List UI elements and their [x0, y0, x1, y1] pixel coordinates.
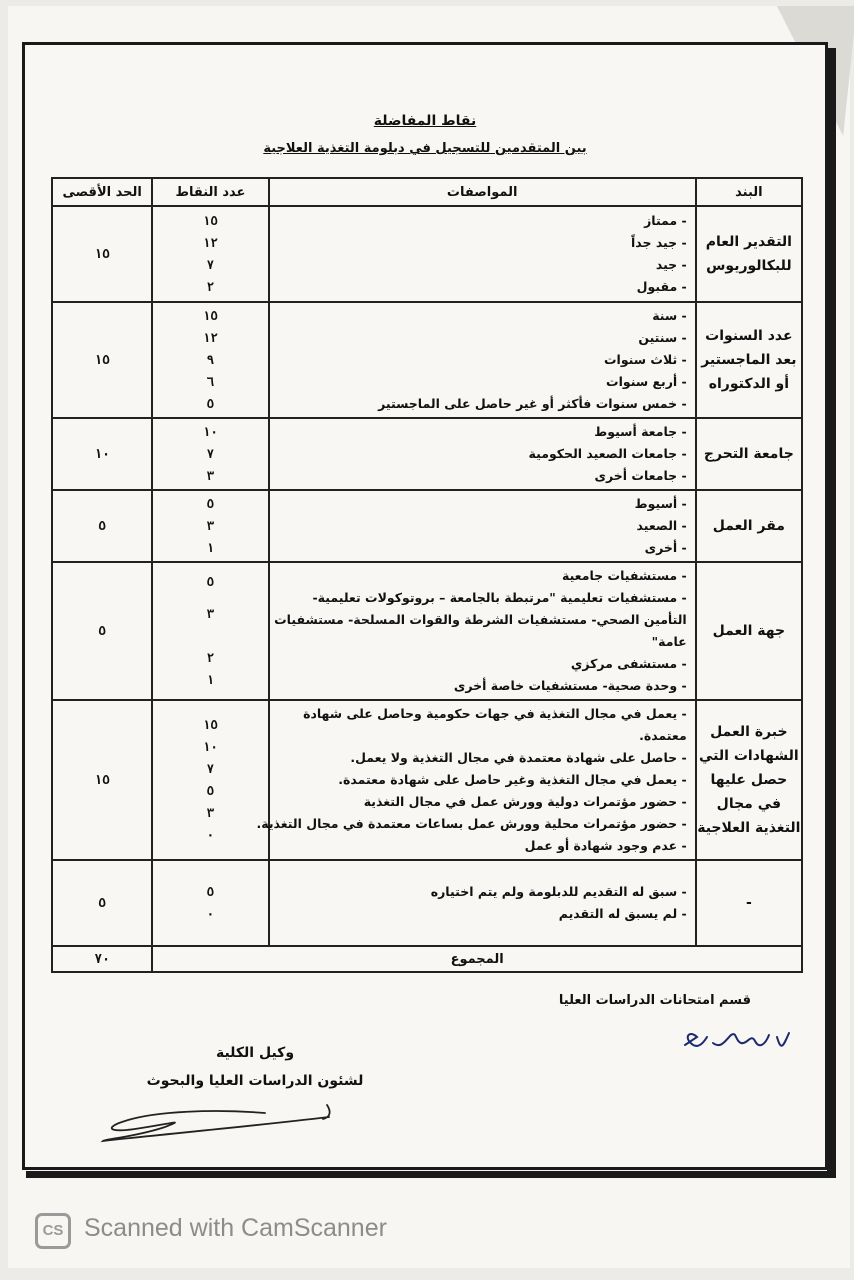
spec-line: - خمس سنوات فأكثر أو غير حاصل على الماجستير [378, 396, 687, 411]
row-item: جامعة التحرج [696, 418, 802, 490]
spec-line: - أخرى [644, 540, 687, 555]
row-points [152, 562, 268, 700]
signature-2 [95, 1095, 345, 1145]
row-points [152, 418, 268, 490]
document-frame [22, 42, 828, 1170]
spec-line: - جامعات أخرى [594, 468, 687, 483]
row-max: ٥ [52, 490, 152, 562]
points-value: ٥ [206, 574, 215, 589]
points-value: ٥ [206, 884, 215, 899]
points-value: ١٢ [202, 235, 218, 250]
spec-line: - سنة [652, 308, 687, 323]
row-specs [269, 860, 696, 946]
header-max: الحد الأقصى [52, 178, 152, 206]
total-row [52, 946, 802, 972]
row-item: خبرة العمل الشهادات التي حصل عليها في مجال التغذية العلاجية [696, 700, 802, 860]
table-header-row [52, 178, 802, 206]
points-value: ٩ [206, 352, 215, 367]
document-title: نقاط المفاضلة [373, 113, 477, 129]
spec-line: - ممتاز [644, 213, 687, 228]
header-specs: المواصفات [269, 178, 696, 206]
row-points [152, 860, 268, 946]
spec-line: - حضور مؤتمرات محلية وورش عمل بساعات معتمدة في مجال التغذية. [256, 816, 687, 831]
points-value: ١٠ [202, 424, 218, 439]
camscanner-watermark: Scanned with CamScanner [84, 1214, 387, 1242]
points-value: ١ [206, 540, 215, 555]
spec-line: - أربع سنوات [606, 374, 687, 389]
spec-line: - عدم وجود شهادة أو عمل [524, 838, 687, 853]
points-value: ٥ [206, 396, 215, 411]
points-value: ٠ [206, 827, 215, 842]
total-label: المجموع [152, 946, 802, 972]
spec-line: - أسيوط [634, 496, 687, 511]
spec-line: - لم يسبق له التقديم [558, 906, 687, 921]
points-value: ١٢ [202, 330, 218, 345]
spec-line: - جامعة أسيوط [594, 424, 687, 439]
total-value: ٧٠ [52, 946, 152, 972]
spec-line: - سبق له التقديم للدبلومة ولم يتم اختياره [430, 884, 687, 899]
row-specs [269, 418, 696, 490]
spec-line: - وحدة صحية- مستشفيات خاصة أخرى [453, 678, 687, 693]
points-value: ٥ [206, 783, 215, 798]
row-max: ١٠ [52, 418, 152, 490]
points-value: ٧ [206, 446, 215, 461]
spec-line: - مقبول [636, 279, 687, 294]
points-value: ٣ [206, 805, 215, 820]
row-item: مقر العمل [696, 490, 802, 562]
points-value: ١ [206, 672, 215, 687]
points-value: ٣ [206, 518, 215, 533]
dean-office: لشئون الدراسات العليا والبحوث [146, 1073, 364, 1089]
row-max: ١٥ [52, 302, 152, 418]
spec-line: - سنتين [638, 330, 687, 345]
document-subtitle: بين المتقدمين للتسجيل في دبلومة التغذية العلاجية [263, 141, 587, 156]
points-table [51, 177, 803, 973]
row-max: ٥ [52, 860, 152, 946]
table-row [52, 700, 802, 860]
spec-line: - مستشفى مركزي [570, 656, 687, 671]
spec-line: - جيد جداً [630, 235, 687, 250]
table-row [52, 206, 802, 302]
row-item: عدد السنوات بعد الماجستير أو الدكتوراه [696, 302, 802, 418]
row-item: - [696, 860, 802, 946]
points-value: ٢ [206, 279, 215, 294]
spec-line: - حاصل على شهادة معتمدة في مجال التغذية ولا يعمل. [350, 750, 687, 765]
table-row [52, 562, 802, 700]
table-row [52, 490, 802, 562]
points-value: ٢ [206, 650, 215, 665]
spec-line: - الصعيد [636, 518, 687, 533]
header-points: عدد النقاط [152, 178, 268, 206]
row-max: ١٥ [52, 206, 152, 302]
row-points [152, 490, 268, 562]
row-item: جهة العمل [696, 562, 802, 700]
department-name: قسم امتحانات الدراسات العليا [558, 993, 751, 1008]
table-row [52, 860, 802, 946]
spec-line: - يعمل في مجال التغذية في جهات حكومية وحاصل على شهادة معتمدة. [303, 706, 687, 743]
row-max: ١٥ [52, 700, 152, 860]
table-row [52, 302, 802, 418]
row-item: التقدير العام للبكالوريوس [696, 206, 802, 302]
row-specs [256, 700, 696, 860]
signature-1 [677, 1023, 797, 1057]
points-value: ١٥ [202, 717, 218, 732]
spec-line: - جامعات الصعيد الحكومية [528, 446, 687, 461]
points-value: ٧ [206, 761, 215, 776]
points-value: ١٥ [202, 308, 218, 323]
spec-line: - ثلاث سنوات [604, 352, 687, 367]
points-value: ٣ [206, 606, 215, 621]
points-value: ٧ [206, 257, 215, 272]
row-specs [269, 490, 696, 562]
points-value: ١٥ [202, 213, 218, 228]
points-value: ٣ [206, 468, 215, 483]
points-value: ١٠ [202, 739, 218, 754]
row-points [152, 700, 268, 860]
camscanner-logo: CS [35, 1213, 71, 1249]
row-specs [269, 206, 696, 302]
row-points [152, 302, 268, 418]
points-value: ٠ [206, 906, 215, 921]
table-row [52, 418, 802, 490]
spec-line: - جيد [655, 257, 687, 272]
spec-line: - يعمل في مجال التغذية وغير حاصل على شهادة معتمدة. [338, 772, 687, 787]
row-max: ٥ [52, 562, 152, 700]
spec-line: - حضور مؤتمرات دولية وورش عمل في مجال التغذية [363, 794, 687, 809]
row-points [152, 206, 268, 302]
dean-title: وكيل الكلية [215, 1045, 295, 1061]
spec-line: - مستشفيات جامعية [562, 568, 687, 583]
row-specs [269, 302, 696, 418]
row-specs [269, 562, 696, 700]
points-value: ٦ [206, 374, 215, 389]
points-value: ٥ [206, 496, 215, 511]
dean-signature-block [135, 1039, 375, 1095]
spec-line: - مستشفيات تعليمية "مرتبطة بالجامعة – بروتوكولات تعليمية- التأمين الصحي- مستشفيات الشرطة والقوات المسلحة- مستشفيات عامة" [274, 590, 687, 649]
table-body [52, 206, 802, 946]
header-item: البند [696, 178, 802, 206]
